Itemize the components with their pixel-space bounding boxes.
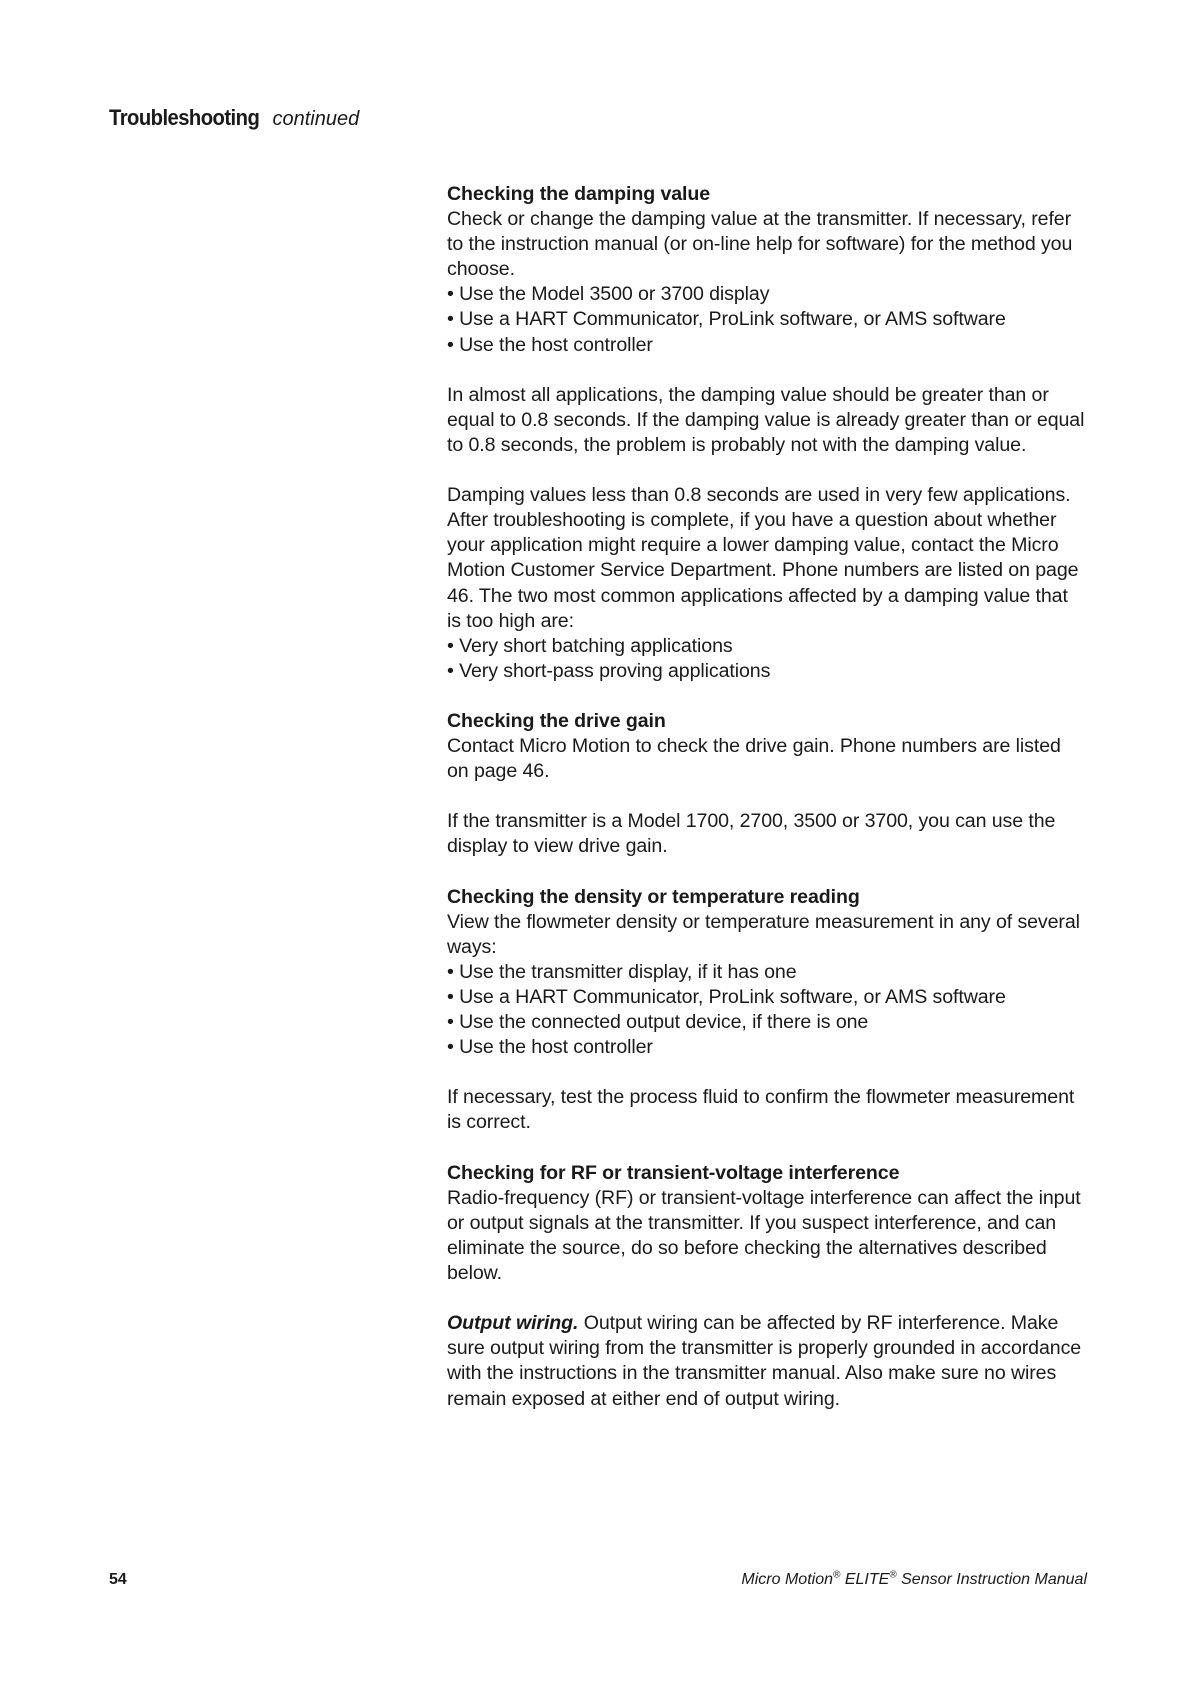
list-item: • Use a HART Communicator, ProLink software, or AMS software	[447, 985, 1087, 1010]
footer-manual-title	[741, 1571, 1087, 1589]
continued-label: continued	[272, 108, 360, 130]
footer-title-part2: ELITE	[844, 1571, 890, 1588]
registered-mark: ®	[889, 1569, 897, 1581]
damping-threshold-paragraph: In almost all applications, the damping value should be greater than or equal to 0.8 seconds. If the damping value is already greater than or equal to 0.8 seconds, the problem is probably not with the damping value.	[447, 383, 1085, 456]
density-intro: View the flowmeter density or temperature measurement in any of several ways:	[447, 910, 1080, 958]
density-test-paragraph: If necessary, test the process fluid to confirm the flowmeter measurement is correct.	[447, 1086, 1075, 1134]
drive-gain-heading: Checking the drive gain	[447, 709, 666, 732]
page-number: 54	[109, 1571, 127, 1588]
list-item: • Use the host controller	[447, 333, 1087, 358]
registered-mark: ®	[833, 1569, 841, 1581]
density-heading: Checking the density or temperature reading	[447, 885, 860, 908]
rf-paragraph: Radio-frequency (RF) or transient-voltage interference can affect the input or output signals at the transmitter. If you suspect interference, and can eliminate the source, do so before checking the alternatives described below.	[447, 1186, 1081, 1285]
damping-heading: Checking the damping value	[447, 183, 711, 205]
output-wiring-label: Output wiring.	[447, 1312, 579, 1335]
section-title: Troubleshooting	[109, 105, 260, 130]
main-content	[447, 182, 1087, 1412]
damping-applications-list	[447, 634, 1087, 684]
list-item: • Very short-pass proving applications	[447, 659, 1087, 684]
damping-intro: Check or change the damping value at the transmitter. If necessary, refer to the instruction manual (or on-line help for software) for the method you choose.	[447, 208, 1073, 281]
running-head	[109, 104, 359, 133]
density-method-list	[447, 960, 1087, 1060]
list-item: • Use a HART Communicator, ProLink software, or AMS software	[447, 307, 1087, 332]
footer-title-part1: Micro Motion	[741, 1571, 833, 1588]
drive-gain-display-paragraph: If the transmitter is a Model 1700, 2700, 3500 or 3700, you can use the display to view drive gain.	[447, 810, 1056, 858]
list-item: • Very short batching applications	[447, 634, 1087, 659]
list-item: • Use the Model 3500 or 3700 display	[447, 282, 1087, 307]
damping-low-values-paragraph: Damping values less than 0.8 seconds are used in very few applications. After troubleshooting is complete, if you have a question about whether your application might require a lower damping value, contact the Micro Motion Customer Service Department. Phone numbers are listed on page 46. The two most common applications affected by a damping value that is too high are:	[447, 484, 1079, 632]
footer-title-part3: Sensor Instruction Manual	[901, 1571, 1087, 1588]
output-wiring-text: Output wiring can be affected by RF interference. Make sure output wiring from the transmitter is properly grounded in accordance with the instructions in the transmitter manual. Also make sure no wires remain exposed at either end of output wiring.	[447, 1312, 1082, 1410]
output-wiring-paragraph	[447, 1311, 1087, 1411]
list-item: • Use the host controller	[447, 1035, 1087, 1060]
damping-method-list	[447, 282, 1087, 357]
list-item: • Use the connected output device, if there is one	[447, 1010, 1087, 1035]
drive-gain-paragraph: Contact Micro Motion to check the drive gain. Phone numbers are listed on page 46.	[447, 735, 1061, 783]
rf-heading: Checking for RF or transient-voltage interference	[447, 1161, 900, 1184]
list-item: • Use the transmitter display, if it has one	[447, 960, 1087, 985]
